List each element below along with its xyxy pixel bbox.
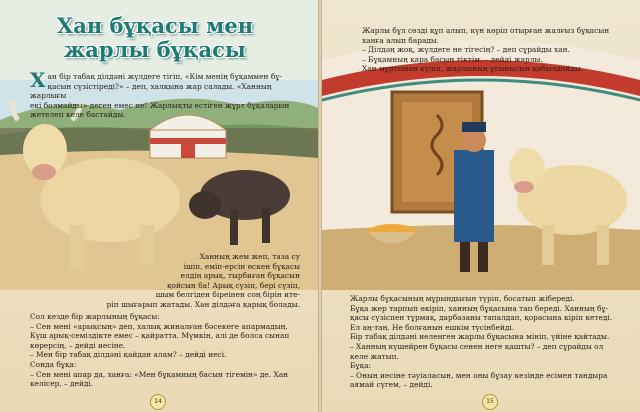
right-top-line: – Бұқамның қара басын тіктім, – дейді жарлы. xyxy=(362,54,543,64)
intro-text xyxy=(30,68,300,120)
bottom-line: Күш арық-семіздікте емес – қайратта. Мүмкін, алі де болса сынап xyxy=(30,331,290,341)
right-bottom-line: Бұқа жер тарпып өкіріп, ханның бұқасына тап береді. Ханның бұ- xyxy=(350,303,609,313)
intro-line: қасын сүзістіреді?» – деп, халқына жар салады. «Ханның жарлығы xyxy=(30,81,272,101)
mid-line: шым белгіден біреінен соң бірін ите- xyxy=(155,290,300,300)
right-bottom-line: Бір табақ ділдәні иеленген жарлы бұқасына мініп, үйіне қайтады. xyxy=(350,332,610,342)
right-bottom-line: келе жатып. xyxy=(350,351,399,361)
right-bottom-line: қасы сүзіспен тұрмақ, дарбазаны тапалдап, қорасына кіріп кетеді. xyxy=(350,313,613,323)
mid-line: елдің арық, тырбиған бұқасын xyxy=(180,271,300,281)
right-bottom-line: аямай сүгем, – дейді. xyxy=(350,380,433,390)
left-page xyxy=(0,0,318,412)
right-bottom-line: Ел аң-таң. Не болғанын ешкім түсінбейді. xyxy=(350,322,515,332)
bottom-text xyxy=(30,312,305,389)
right-top-line: Хан мұртынан күліп, жарлының ұсынысын қабылдайды. xyxy=(362,64,583,74)
bottom-line: – Сен мені «арықсың» деп, халық жиналған бәсекеге апармадың. xyxy=(30,321,288,331)
right-top-line: ханға алып барады. xyxy=(362,35,440,45)
middle-text xyxy=(30,252,300,310)
page-number: 15 xyxy=(482,394,498,410)
right-page xyxy=(322,0,640,412)
right-bottom-line: – Ханның күшейрен бұқасы сенен неге қашты? – деп сұрайды ол xyxy=(350,341,604,351)
right-top-line: Жарлы бұл сөзді құп алып, күн көріп отырған жалғыз бұқасын xyxy=(362,26,610,35)
bottom-line: көрерсің, – дейді иесіне. xyxy=(30,340,126,350)
bottom-line: келісер, – дейді. xyxy=(30,379,94,389)
intro-line: екі болмайды» деген емес пе! Жарлықты естіген жұрт бұқаларын xyxy=(30,100,290,110)
bottom-line: Сол кезде бір жарлының бұқасы: xyxy=(30,312,160,321)
page-number: 14 xyxy=(150,394,166,410)
page-title: Хан бұқасы мен жарлы бұқасы xyxy=(56,13,254,62)
bottom-line: – Сен мені апар да, ханға: «Мен бұқамның басын тігемін» де. Хан xyxy=(30,369,289,379)
right-top-text xyxy=(362,26,627,74)
mid-line: ішіп, еміп-ерсін өскен бұқасы xyxy=(183,261,300,271)
intro-line: жетелеп келе бастайды. xyxy=(30,110,126,120)
mid-line: қойсын ба! Арық сүзіп, бері сүзіп, xyxy=(167,280,300,290)
bottom-line: – Мен бір табақ ділдәні қайдан алам? – дейді иесі. xyxy=(30,350,227,360)
drop-cap: Х xyxy=(30,68,46,92)
intro-line: ан бір табақ ділдәні жүлдеге тігіп, «Кім менің бұқаммен бұ- xyxy=(47,72,282,81)
right-bottom-line: Жарлы бұқасының мұрындығын түріп, босатып жібереді. xyxy=(350,294,575,303)
right-bottom-line: – Оның иесіне тәуіаласын, мен оны бұзау кезінде есімен тандыра xyxy=(350,370,608,380)
right-bottom-line: Бұқа: xyxy=(350,361,371,371)
right-bottom-text xyxy=(350,294,632,390)
bottom-line: Сонда бұқа: xyxy=(30,359,77,369)
mid-line: ріп шығарып жатады. Хан ділдәға қарық болады. xyxy=(106,299,300,309)
right-top-line: – Ділдәң жоқ, жүлдеге не тігесің? – деп сұрайды хан. xyxy=(362,45,570,55)
mid-line: Ханның жем жеп, таза су xyxy=(199,252,300,261)
